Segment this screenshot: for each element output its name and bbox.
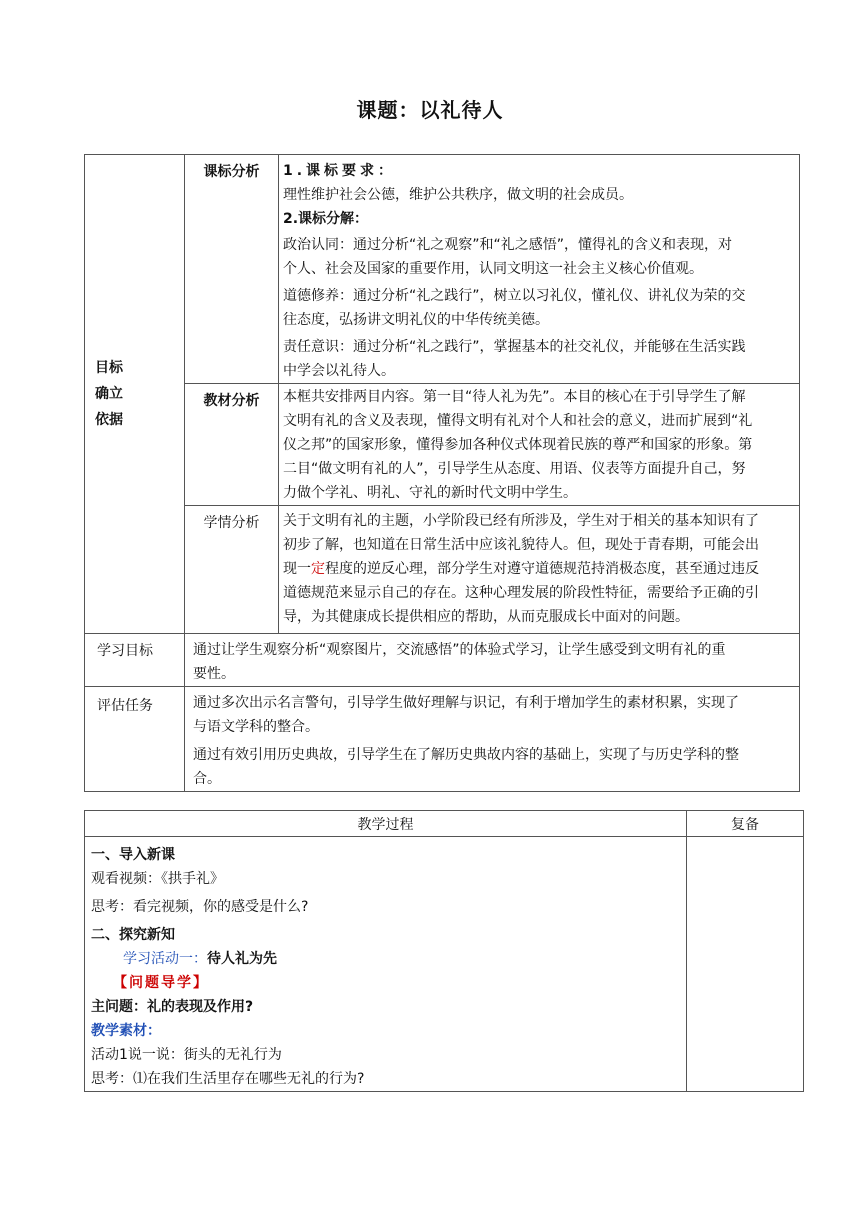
curriculum-analysis-label: 课标分析 <box>185 155 279 384</box>
objective-basis-label: 目标 确立 依据 <box>85 155 185 634</box>
process-content: 一、导入新课 观看视频：《拱手礼》 思考：看完视频，你的感受是什么? 二、探究新知 学习活动一：待人礼为先 【问题导学】 主问题：礼的表现及作用? 教学素材： 活动1说一说：街头的无礼行为 思考：⑴在我们生活里存在哪些无礼的行为? <box>85 837 687 1092</box>
teaching-process-table <box>84 810 804 1092</box>
student-analysis-label: 学情分析 <box>185 506 279 634</box>
assessment-task-label: 评估任务 <box>85 687 185 792</box>
process-header: 教学过程 <box>85 811 687 837</box>
textbook-analysis-label: 教材分析 <box>185 384 279 506</box>
learning-goal-label: 学习目标 <box>85 634 185 687</box>
textbook-analysis-content: 本框共安排两目内容。第一目“待人礼为先”。本目的核心在于引导学生了解 文明有礼的含义及表现，懂得文明有礼对个人和社会的意义，进而扩展到“礼 仪之邦”的国家形象，懂得参加各种仪式体现着民族的尊严和国家的形象。第 二目“做文明有礼的人”，引导学生从态度、用语、仪表等方面提升自己，努 力做个学礼、明礼、守礼的新时代文明中学生。 <box>279 384 800 506</box>
student-analysis-content: 关于文明有礼的主题，小学阶段已经有所涉及，学生对于相关的基本知识有了 初步了解，也知道在日常生活中应该礼貌待人。但，现处于青春期，可能会出 现一定程度的逆反心理，部分学生对遵守道德规范持消极态度，甚至通过违反 道德规范来显示自己的存在。这种心理发展的阶段性特征，需要给予正确的引 导，为其健康成长提供相应的帮助，从而克服成长中面对的问题。 <box>279 506 800 634</box>
curriculum-analysis-content: 1.课标要求： 理性维护社会公德，维护公共秩序，做文明的社会成员。 2.课标分解： 政治认同：通过分析“礼之观察”和“礼之感悟”，懂得礼的含义和表现，对 个人、社会及国家的重要作用，认同文明这一社会主义核心价值观。 道德修养：通过分析“礼之践行”，树立以习礼仪，懂礼仪、讲礼仪为荣的交 往态度，弘扬讲文明礼仪的中华传统美德。 责任意识：通过分析“礼之践行”，掌握基本的社交礼仪，并能够在生活实践 中学会以礼待人。 <box>279 155 800 384</box>
page-title: 课题：以礼待人 <box>356 98 504 122</box>
prep-content <box>687 837 804 1092</box>
objectives-table <box>84 154 800 792</box>
assessment-task-content: 通过多次出示名言警句，引导学生做好理解与识记，有利于增加学生的素材积累，实现了 与语文学科的整合。 通过有效引用历史典故，引导学生在了解历史典故内容的基础上，实现了与历史学科的整 合。 <box>185 687 800 792</box>
prep-header: 复备 <box>687 811 804 837</box>
learning-goal-content: 通过让学生观察分析“观察图片，交流感悟”的体验式学习，让学生感受到文明有礼的重 要性。 <box>185 634 800 687</box>
